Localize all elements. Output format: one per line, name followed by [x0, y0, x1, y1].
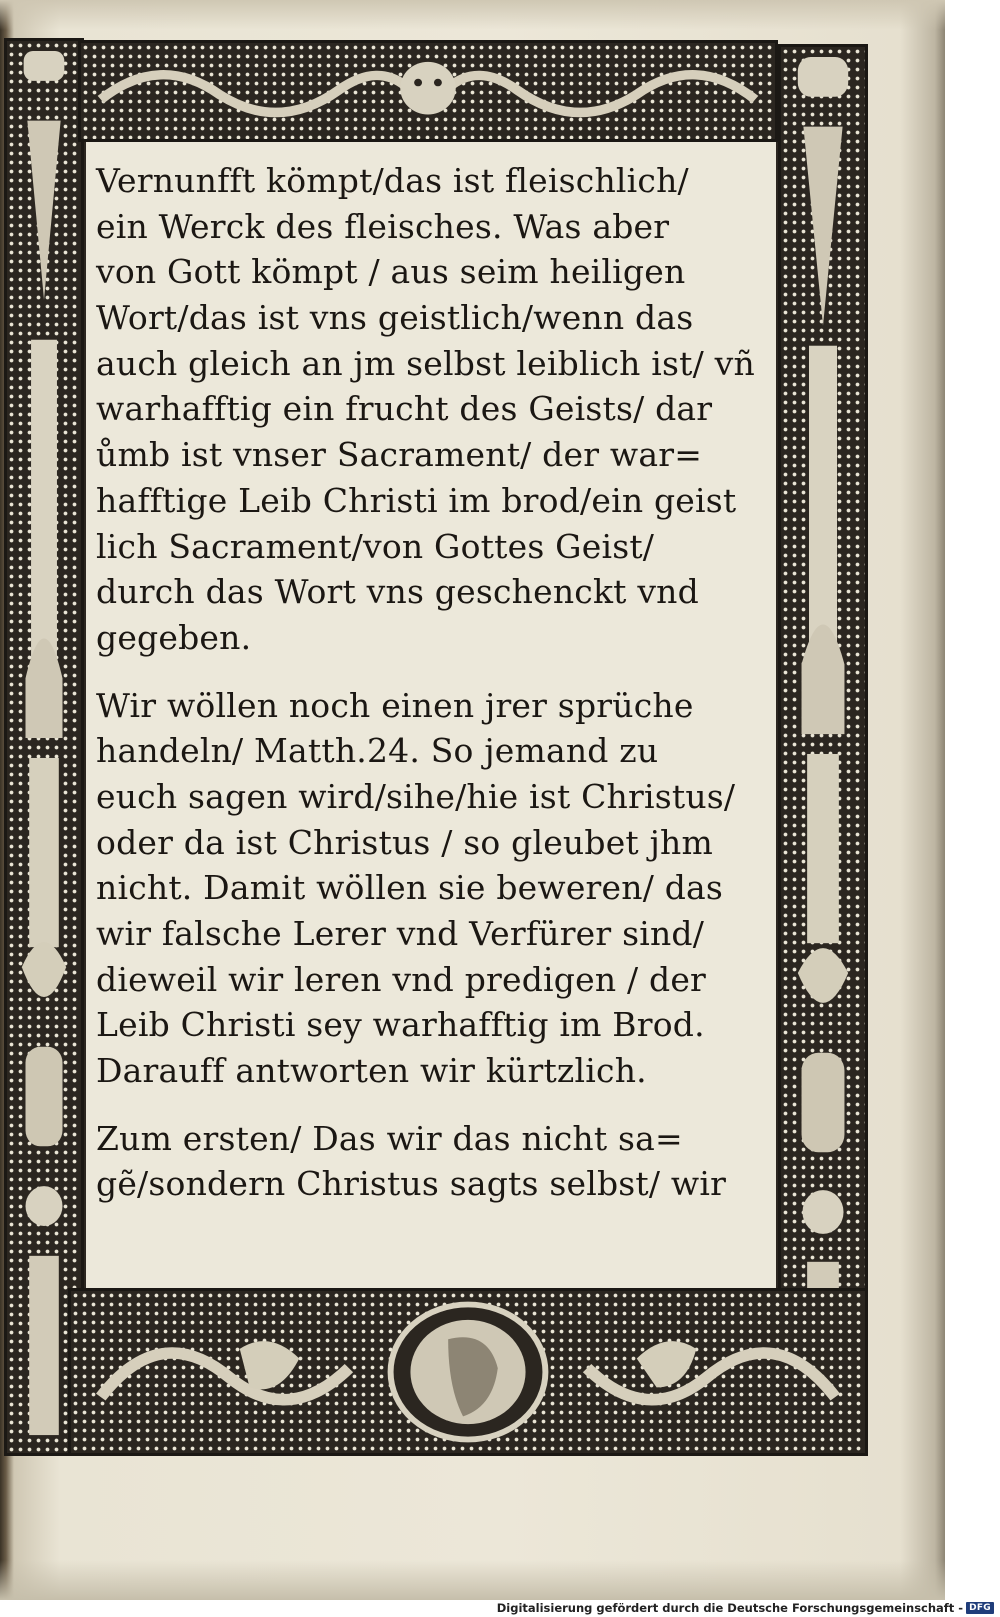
text-line: gegeben.: [96, 617, 252, 657]
text-line: warhafftig ein frucht des Geists/ dar: [96, 389, 713, 429]
text-line: ein Werck des fleisches. Was aber: [96, 206, 670, 246]
column-ornament-right: [781, 47, 865, 1453]
text-line: wir falsche Lerer vnd Verfürer sind/: [96, 914, 705, 953]
border-right-column: [778, 44, 868, 1456]
text-line: von Gott kömpt / aus seim heiligen: [96, 252, 686, 292]
page-shadow-bottom: [0, 1560, 945, 1600]
dfg-logo: DFG: [966, 1602, 994, 1614]
text-line: Wort/das ist vns geistlich/wenn das: [96, 298, 694, 338]
text-line: euch sagen wird/sihe/hie ist Christus/: [96, 776, 736, 816]
frieze-ornament-top: [81, 43, 775, 139]
border-left-column: [4, 38, 84, 1456]
body-text: [96, 158, 768, 1207]
text-line: auch gleich an jm selbst leiblich ist/ vñ: [96, 343, 755, 383]
text-line: hafftige Leib Christi im brod/ein geist: [96, 480, 737, 520]
paragraph-gap: [96, 1094, 768, 1116]
text-line: Vernunfft kömpt/das ist fleischlich/: [96, 161, 689, 200]
digitization-credit: [497, 1601, 994, 1615]
frieze-ornament-bottom: [71, 1291, 865, 1453]
text-line: handeln/ Matth.24. So jemand zu: [96, 731, 659, 771]
credit-text: Digitalisierung gefördert durch die Deutsche Forschungsgemeinschaft -: [496, 1601, 964, 1615]
text-line: Leib Christi sey warhafftig im Brod.: [96, 1005, 705, 1045]
text-line: gẽ/sondern Christus sagts selbst/ wir: [96, 1164, 727, 1204]
text-line: Zum ersten/ Das wir das nicht sa=: [96, 1118, 683, 1158]
text-line: Wir wöllen noch einen jrer sprüche: [96, 685, 694, 725]
text-line: nicht. Damit wöllen sie beweren/ das: [96, 868, 724, 908]
text-line: Darauff antworten wir kürtzlich.: [96, 1051, 647, 1091]
border-bottom-frieze: [68, 1288, 868, 1456]
text-line: dieweil wir leren vnd predigen / der: [96, 959, 707, 999]
page-shadow-top: [0, 0, 945, 30]
text-line: lich Sacrament/von Gottes Geist/: [96, 526, 655, 566]
text-line: ůmb ist vnser Sacrament/ der war=: [96, 435, 703, 475]
text-line: durch das Wort vns geschenckt vnd: [96, 572, 699, 612]
paragraph-gap: [96, 661, 768, 683]
column-ornament-left: [7, 41, 81, 1453]
text-line: oder da ist Christus / so gleubet jhm: [96, 822, 713, 862]
border-top-frieze: [78, 40, 778, 142]
